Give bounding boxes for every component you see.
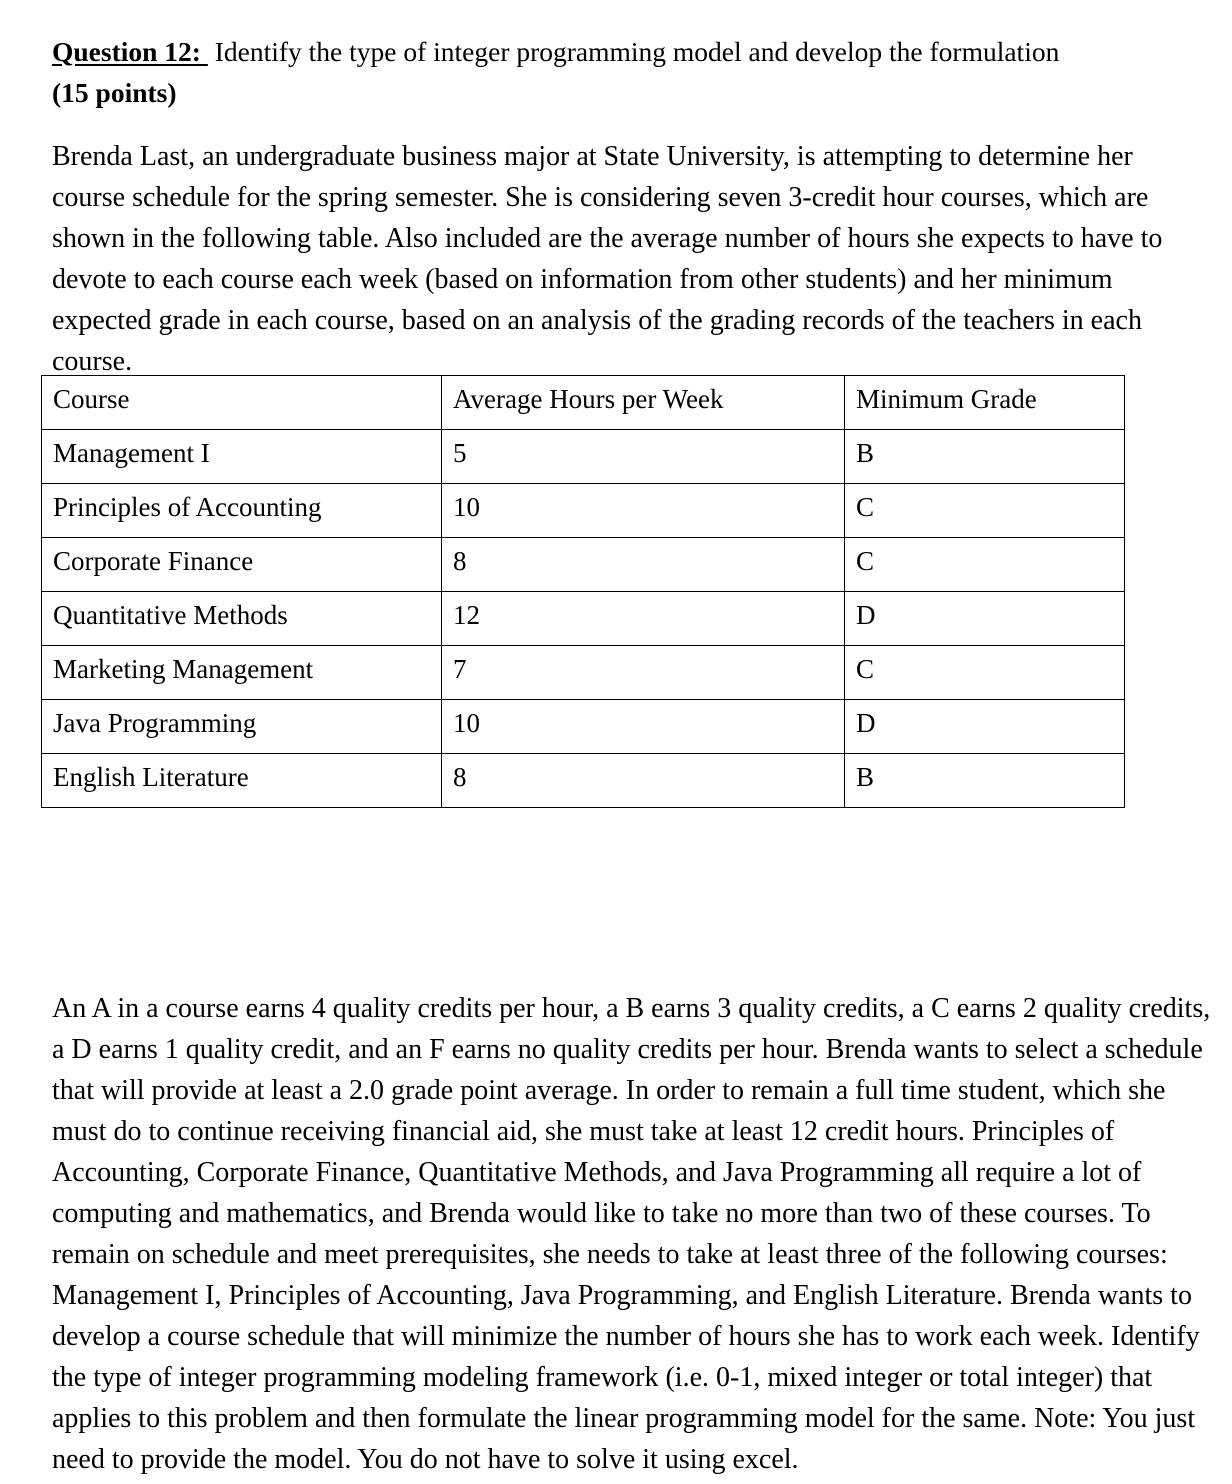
table-header-course: Course bbox=[42, 376, 442, 430]
table-header-grade: Minimum Grade bbox=[845, 376, 1125, 430]
cell-course: Principles of Accounting bbox=[42, 484, 442, 538]
table-row bbox=[42, 700, 1125, 754]
cell-course: English Literature bbox=[42, 754, 442, 808]
cell-course: Quantitative Methods bbox=[42, 592, 442, 646]
cell-grade: C bbox=[845, 484, 1125, 538]
closing-paragraph: An A in a course earns 4 quality credits per hour, a B earns 3 quality credits, a C earns 2 quality credits, a D earns 1 quality credit, and an F earns no quality credits per hour. Brenda wants to select a schedule that will provide at least a 2.0 grade point average. In order to remain a full time student, which she must do to continue receiving financial aid, she must take at least 12 credit hours. Principles of Accounting, Corporate Finance, Quantitative Methods, and Java Programming all require a lot of computing and mathematics, and Brenda would like to take no more than two of these courses. To remain on schedule and meet prerequisites, she needs to take at least three of the following courses: Management I, Principles of Accounting, Java Programming, and English Literature. Brenda wants to develop a course schedule that will minimize the number of hours she has to work each week. Identify the type of integer programming modeling framework (i.e. 0-1, mixed integer or total integer) that applies to this problem and then formulate the linear programming model for the same. Note: You just need to provide the model. You do not have to solve it using excel. bbox=[52, 993, 1211, 1475]
cell-hours: 7 bbox=[442, 646, 845, 700]
intro-paragraph: Brenda Last, an undergraduate business major at State University, is attempting to determine her course schedule for the spring semester. She is considering seven 3-credit hour courses, which are shown in the following table. Also included are the average number of hours she expects to have to devote to each course each week (based on information from other students) and her minimum expected grade in each course, based on an analysis of the grading records of the teachers in each course. bbox=[52, 141, 1163, 377]
cell-grade: B bbox=[845, 754, 1125, 808]
table-row bbox=[42, 538, 1125, 592]
question-heading bbox=[52, 32, 1232, 72]
cell-hours: 10 bbox=[442, 700, 845, 754]
cell-course: Management I bbox=[42, 430, 442, 484]
question-points-label: (15 points) bbox=[52, 76, 177, 108]
cell-hours: 5 bbox=[442, 430, 845, 484]
table-row bbox=[42, 646, 1125, 700]
cell-grade: D bbox=[845, 700, 1125, 754]
course-table bbox=[41, 375, 1125, 808]
cell-grade: C bbox=[845, 538, 1125, 592]
question-heading-text: Identify the type of integer programming model and develop the formulation bbox=[207, 35, 1060, 67]
cell-hours: 10 bbox=[442, 484, 845, 538]
table-row bbox=[42, 592, 1125, 646]
question-number-label: Question 12: bbox=[52, 35, 208, 67]
table-row bbox=[42, 754, 1125, 808]
cell-grade: B bbox=[845, 430, 1125, 484]
cell-course: Corporate Finance bbox=[42, 538, 442, 592]
cell-grade: C bbox=[845, 646, 1125, 700]
cell-grade: D bbox=[845, 592, 1125, 646]
cell-course: Java Programming bbox=[42, 700, 442, 754]
cell-hours: 8 bbox=[442, 754, 845, 808]
cell-hours: 12 bbox=[442, 592, 845, 646]
table-row bbox=[42, 430, 1125, 484]
cell-course: Marketing Management bbox=[42, 646, 442, 700]
cell-hours: 8 bbox=[442, 538, 845, 592]
table-row bbox=[42, 484, 1125, 538]
table-header-row bbox=[42, 376, 1125, 430]
table-header-hours: Average Hours per Week bbox=[442, 376, 845, 430]
